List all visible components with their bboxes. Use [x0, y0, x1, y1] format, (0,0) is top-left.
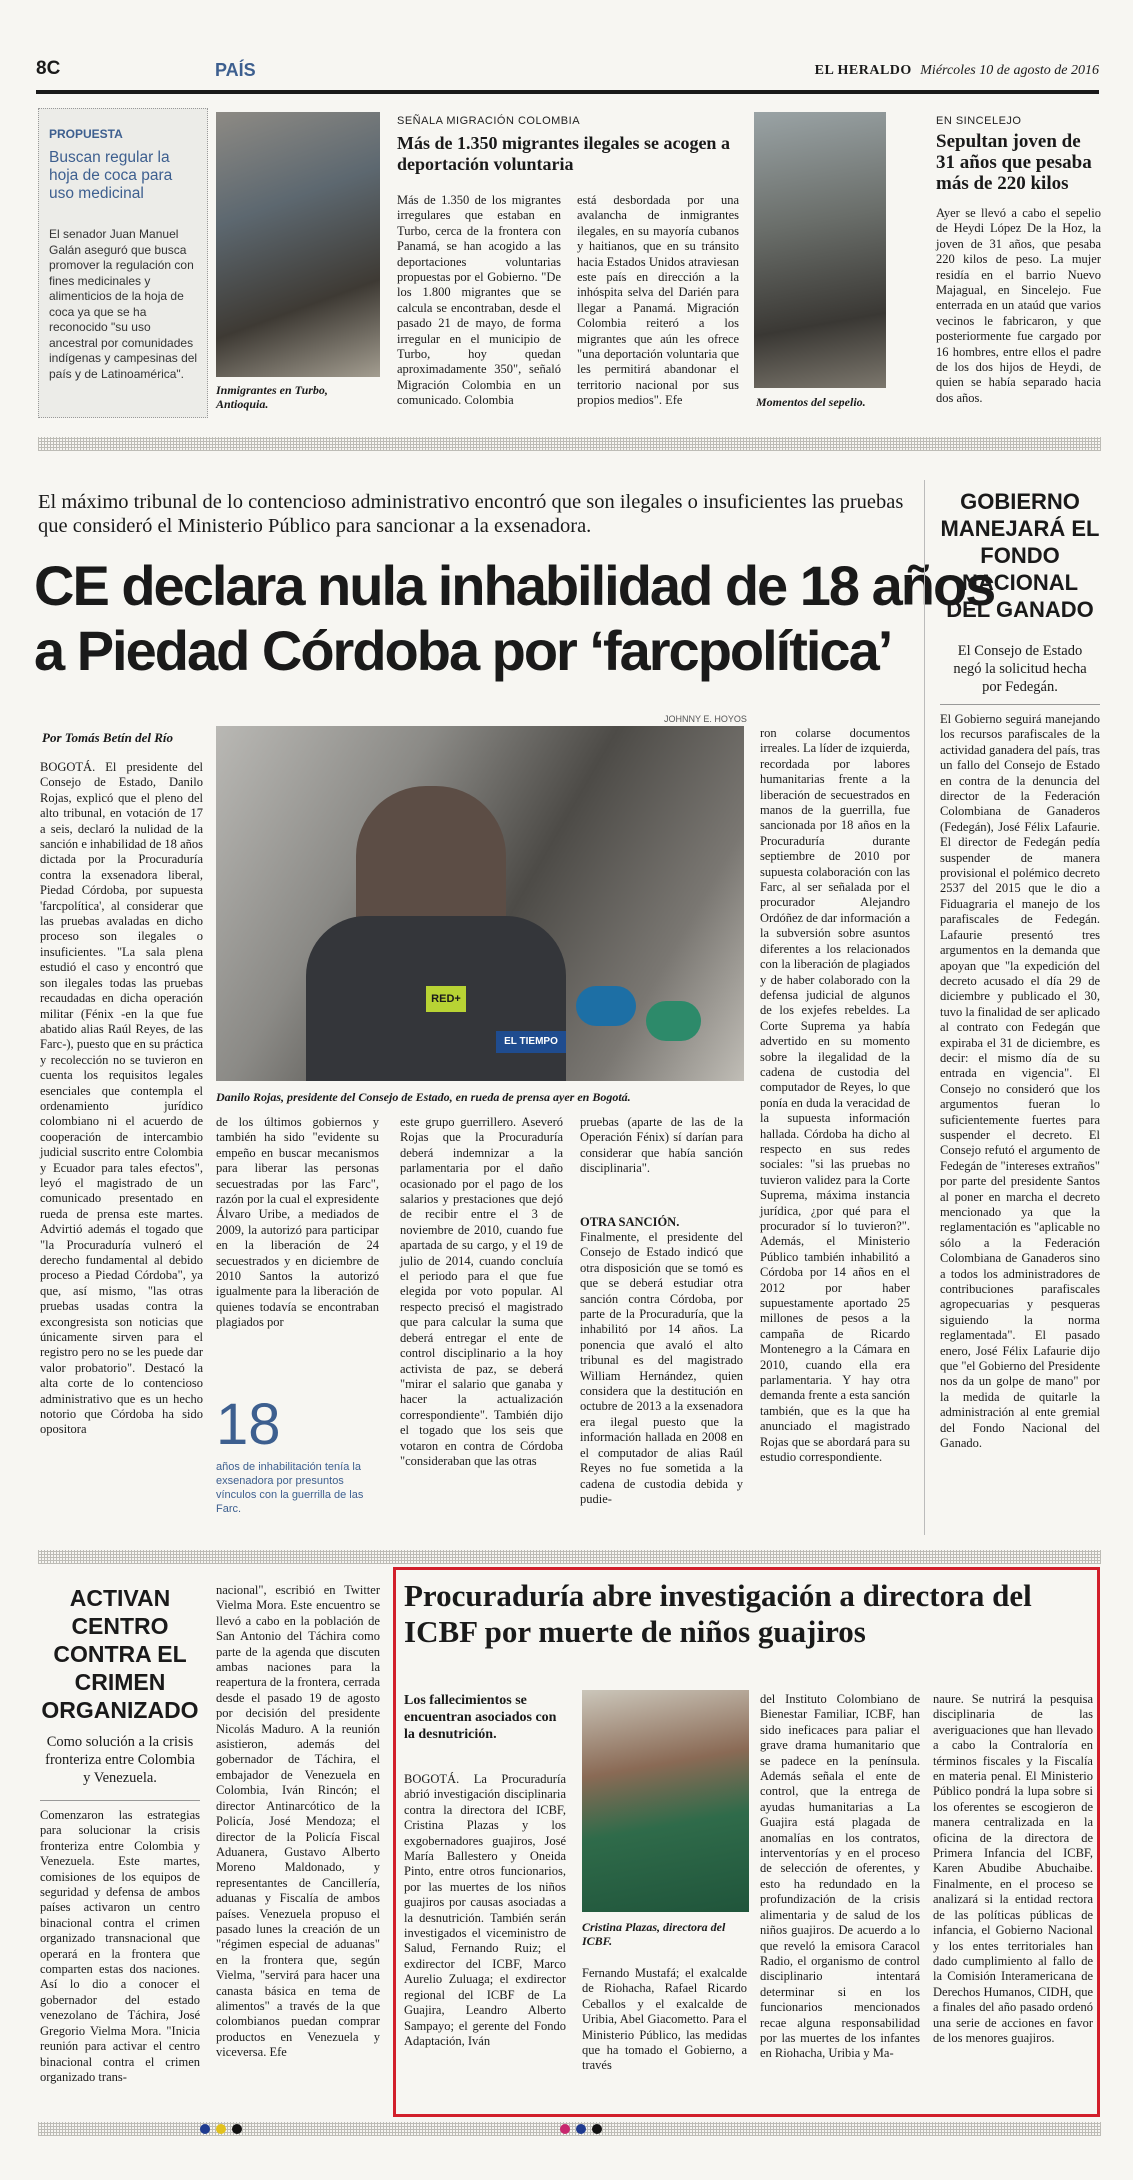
migrants-caption: Inmigrantes en Turbo, Antioquia.: [216, 383, 328, 411]
stat-number: 18: [216, 1392, 281, 1457]
stat-text: años de inhabilitación tenía la exsenadora por presuntos vínculos con la guerrilla de las Farc.: [216, 1461, 364, 1515]
crimen-col1: Comenzaron las estrategias para solucionar la crisis fronteriza entre Colombia y Venezuela. Este martes, comisiones de los equipos de seguridad y defensa de ambos países activaron un centro binacional contra el crimen organizado transnacional que operará en la frontera que comparten estas dos naciones. Así lo dio a conocer el gobernador del estado venezolano de Táchira, José Gregorio Vielma Mora. "Inicia reunión para activar el centro binacional contra el crimen organizado trans-: [40, 1808, 200, 2084]
crimen-deck-rule: [40, 1800, 200, 1801]
icbf-col2b: Fernando Mustafá; el exalcalde de Riohacha, Rafael Ricardo Ceballos y el exalcalde de Uribia, Abel Giacometto. Para el Ministerio Público, las medidas que ha tomado el Gobierno, a través: [582, 1966, 747, 2073]
mic-el-tiempo: EL TIEMPO: [496, 1031, 566, 1053]
sincelejo-title: Sepultan joven de 31 años que pesaba más de 220 kilos: [936, 131, 1092, 194]
main-col1: BOGOTÁ. El presidente del Consejo de Estado, Danilo Rojas, explicó que el pleno del alto tribunal, en votación de 17 a seis, declaró la nulidad de la sanción e inhabilidad de 18 años dictada por la Procuraduría contra la exsenadora liberal, Piedad Córdoba, por supuesta 'farcpolítica', al considerar que las pruebas avaladas en dicho proceso son ilegales o insuficientes. "La sala plena estudió el caso y encontró que son ilegales todas las pruebas recaudadas en dicha operación militar (Fénix -en la que fue abatido alias Raúl Reyes, de las Farc-), puesto que en su práctica y recolección no se tuvieron en cuenta los requisitos legales esenciales que contempla el ordenamiento jurídico colombiano ni el acuerdo de cooperación de intercambio judicial suscrito entre Colombia y Ecuador para tales efectos", leyó el magistrado de un comunicado presentado en rueda de prensa este martes. Advirtió además el togado que "la Procuraduría vulneró el derecho fundamental al debido proceso a Piedad Córdoba", ya que, así mismo, "las otras pruebas usadas contra la excongresista son noticias que únicamente sirven para el registro pero no se les puede dar valor probatorio". Destacó la alta corte de lo contencioso administrativo que es un hecho notorio que Córdoba ha sido opositora: [40, 760, 203, 1437]
issue-date: Miércoles 10 de agosto de 2016: [920, 63, 1099, 78]
ganado-body: El Gobierno seguirá manejando los recursos parafiscales de la actividad ganadera del país, tras un fallo del Consejo de Estado en contra de la denuncia del director de la Federación Colombiana de Ganaderos (Fedegán), José Félix Lafaurie. El director de Fedegán pedía suspender de manera provisional el polémico decreto 2537 del 2015 que le dio a Fiduagraria el manejo de los parafiscales de Fedegán. Lafaurie presentó tres argumentos en la demanda que apoyan que "la expedición del decreto acusado el día 29 de diciembre y publicado el 30, tuvo la finalidad de ser aplicado al contrato con Fedegán que expiraba el 31 de diciembre, es decir: el mismo día de su entrada en vigencia". El Consejo no consideró que los argumentos fueran lo suficientemente fuertes para suspender el decreto. El Consejo refutó el argumento de Fedegán de "intereses extraños" por parte del presidente Santos al poner en marcha el decreto mencionado ya que la reglamentación es "aplicable no sólo a la Federación Colombiana de Ganaderos sino a todos los administradores de contribuciones parafiscales agropecuarias y pesqueras siguiendo la norma reglamentada". El pasado enero, José Félix Lafaurie dijo que "el Gobierno del Presidente nos da un golpe de mano" por la medida de quitarle la administración al ente gremial del Fondo Nacional del Ganado.: [940, 712, 1101, 1451]
ganado-title: GOBIERNO MANEJARÁ EL FONDO NACIONAL DEL GANADO: [940, 489, 1100, 622]
ganado-deck: El Consejo de Estado negó la solicitud hecha por Fedegán.: [953, 643, 1087, 695]
sincelejo-kicker: EN SINCELEJO: [936, 115, 1022, 127]
crimen-deck: Como solución a la crisis fronteriza entre Colombia y Venezuela.: [45, 1734, 195, 1786]
registration-marks: [200, 2124, 1000, 2134]
icbf-col4: naure. Se nutrirá la pesquisa disciplinaria de las averiguaciones que han llevado a cabo la Contraloría en términos fiscales y la Fiscalía en materia penal. El Ministerio Público pondrá la lupa sobre si los oferentes se escogieron de manera centralizada en la oficina de la directora de Primera Infancia del ICBF, Karen Abudibe Abuchaibe. Finalmente, en el proceso se analizará si la entidad rectora de las políticas públicas de infancia, el Gobierno Nacional y los entes territoriales han dado cumplimiento al fallo de la Comisión Interamericana de Derechos Humanos, CIDH, que a finales del año pasado ordenó una serie de acciones en favor de los menores guajiros.: [933, 1692, 1093, 2045]
migrants-photo: [216, 112, 380, 377]
propuesta-body: El senador Juan Manuel Galán aseguró que busca promover la regulación con fines medicinales y alimenticios de la hoja de coca ya que se ha reconocido "su uso ancestral por comunidades indígenas y campesinas del país y de Latinoamérica".: [49, 227, 198, 381]
separator-band-2: [38, 1550, 1101, 1564]
migrants-title: Más de 1.350 migrantes ilegales se acogen a deportación voluntaria: [397, 133, 730, 174]
crimen-col2: nacional", escribió en Twitter Vielma Mora. Este encuentro se llevó a cabo en la población de San Antonio del Táchira como parte de la agenda que discuten ambas naciones para la reapertura de la frontera, cerrada desde el pasado 19 de agosto por decisión del presidente Nicolás Maduro. A la reunión asistieron, además del gobernador de Táchira, el embajador de Venezuela en Colombia, Iván Rincón; el director Antinarcótico de la Policía, José Mendoza; el director de la Policía Fiscal Aduanera, Gustavo Alberto Moreno Maldonado, y representantes de Cancillería, aduanas y Fiscalía de ambos países. Venezuela propuso el pasado lunes la creación de un "régimen especial de aduanas" en la frontera que, según Vielma, "servirá para hacer una canasta básica en tema de alimentos" a través de la que colombianos puedan comprar productos en Venezuela y viceversa. Efe: [216, 1583, 380, 2060]
icbf-photo: [582, 1690, 749, 1912]
main-deck: El máximo tribunal de lo contencioso administrativo encontró que son ilegales o insuficientes las pruebas que consideró el Ministerio Público para sancionar a la exsenadora.: [38, 491, 904, 537]
propuesta-kicker: PROPUESTA: [49, 127, 123, 141]
photo-credit: JOHNNY E. HOYOS: [664, 714, 747, 724]
separator-band: [38, 437, 1101, 451]
icbf-photo-caption: Cristina Plazas, directora del ICBF.: [582, 1920, 726, 1948]
main-col4b: Finalmente, el presidente del Consejo de Estado indicó que otra disposición que se tomó es que se deberá estudiar otra sanción contra Córdoba, por parte de la Procuraduría, que la inhabilitó por 14 años. La ponencia que avaló el alto tribunal es del magistrado William Hernández, quien considera que la destitución en octubre de 2013 a la exsenadora era ilegal puesto que la información hallada en 2008 en el computador de alias Raúl Reyes no fue sometida a la cadena de custodia debida y pudie-: [580, 1230, 743, 1506]
migrants-col1: Más de 1.350 de los migrantes irregulares que estaban en Turbo, cerca de la frontera con Panamá, se han acogido a las deportaciones voluntarias propuestas por el Gobierno. "De los 1.800 migrantes que se calcula se encontraban, desde el pasado 21 de mayo, de forma irregular en el municipio de Turbo, hoy quedan aproximadamente 350", señaló Migración Colombia en un comunicado. Colombia: [397, 193, 561, 408]
section-name: PAÍS: [215, 60, 256, 80]
masthead-info: [815, 62, 1099, 79]
icbf-headline: Procuraduría abre investigación a directora del ICBF por muerte de niños guajiros: [404, 1578, 1032, 1649]
byline: Por Tomás Betín del Río: [42, 730, 173, 745]
main-headline-1: CE declara nula inhabilidad de 18 años: [34, 554, 995, 617]
main-col3: este grupo guerrillero. Aseveró Rojas que la Procuraduría deberá indemnizar a la parlamentaria por el daño ocasionado por el pago de los salarios y prestaciones que dejó de recibir entre el 3 de noviembre de 2010, cuando fue apartada de su cargo, y el 19 de julio de 2014, cuando concluía el periodo para el que fue elegida por voto popular. Al respecto precisó el magistrado que para calcular la suma que deberá entregar el ente de control disciplinario a la hoy activista de paz, se deberá "mirar el salario que ganaba y hacer la actualización correspondiente". También dijo el togado que los seis que votaron en contra de Córdoba "consideraban que las otras: [400, 1115, 563, 1468]
page-number: 8C: [36, 58, 61, 79]
crimen-title: ACTIVAN CENTRO CONTRA EL CRIMEN ORGANIZADO: [41, 1585, 199, 1723]
propuesta-title: Buscan regular la hoja de coca para uso medicinal: [49, 149, 173, 202]
main-col4a: pruebas (aparte de las de la Operación Fénix) sí darían para considerar que había sanción disciplinaria".: [580, 1115, 743, 1176]
main-col5: ron colarse documentos irreales. La líder de izquierda, recordada por labores humanitarias frente a la liberación de secuestrados en manos de la guerrilla, fue sancionada por 18 años en la Procuraduría durante septiembre de 2010 por supuesta colaboración con las Farc, al ser señalada por el procurador Alejandro Ordóñez de dar información a la subversión sobre asuntos diferentes a los relacionados con la liberación de plagiados y de haber colaborado con la defensa judicial de algunos de los exjefes rebeldes. La Corte Suprema ya había advertido en su momento sobre la ilegalidad de la cadena de custodia del computador de Reyes, lo que ponía en duda la veracidad de la supuesta información hallada. Córdoba ha dicho al respecto en sus redes sociales: "si las pruebas no tuvieron validez para la Corte Suprema, máxima instancia jurídica, ¿por qué para el procurador sí lo tuvieron?". Además, el Ministerio Público también inhabilitó a Córdoba por 14 años en el 2012 por haber supuestamente aportado 25 millones de pesos a la campaña de Ricardo Montenegro a la Cámara en 2010, cuando ella era parlamentaria. Y hay otra demanda frente a esta sanción también, que es la que ha anunciado el magistrado Rojas que se abordará para su estudio correspondiente.: [760, 726, 910, 1465]
main-photo-caption: Danilo Rojas, presidente del Consejo de Estado, en rueda de prensa ayer en Bogotá.: [216, 1090, 631, 1104]
main-right-divider: [924, 480, 925, 1535]
funeral-caption: Momentos del sepelio.: [756, 395, 866, 409]
migrants-col2: está desbordada por una avalancha de inmigrantes ilegales, en su mayoría cubanos y haitianos, que en su tránsito hacia Estados Unidos atraviesan este país en dirección a la inhóspita selva del Darién para llegar a Panamá. Migración Colombia reiteró a los migrantes que aún les ofrece "una deportación voluntaria que les permitirá abandonar el territorio nacional por sus propios medios". Efe: [577, 193, 739, 408]
icbf-deck: Los fallecimientos se encuentran asociados con la desnutrición.: [404, 1693, 557, 1742]
sincelejo-body: Ayer se llevó a cabo el sepelio de Heydi López De la Hoz, la joven de 31 años, que pesaba 220 kilos de peso. La mujer residía en el barrio Nuevo Majagual, en Sincelejo. Fue enterrada en un ataúd que varios vecinos le fabricaron, y que posteriormente fue cargado por 16 hombres, entre ellos el padre de los dos hijos de Heydi, de quien se había separado hacia dos años.: [936, 206, 1101, 405]
funeral-photo: [754, 112, 886, 388]
propuesta-box: [38, 108, 208, 418]
icbf-col1: BOGOTÁ. La Procuraduría abrió investigación disciplinaria contra la directora del ICBF, Cristina Plazas y los exgobernadores guajiros, José María Ballestero y Oneida Pinto, entre otros funcionarios, por las muertes de los niños guajiros por causas asociadas a la desnutrición. También serán investigados el viceministro de Salud, Fernando Ruiz; el exdirector del ICBF, Marco Aurelio Zuluaga; el exdirector regional del ICBF de La Guajira, Leandro Alberto Sampayo; el gerente del Fondo Adaptación, Iván: [404, 1772, 566, 2048]
icbf-col3: del Instituto Colombiano de Bienestar Familiar, ICBF, han sido ineficaces para paliar el grave drama humanitario que se padece en la península. Además señala el ente de control, que la entrega de ayudas humanitarias a La Guajira está plagada de anomalías en los contratos, interventorías y en el proceso de selección de oferentes, y esto ha redundado en la profundización de la crisis alimentaria y de salud de los niños guajiros. De acuerdo a lo que reveló la emisora Caracol Radio, el organismo de control disciplinario intentará determinar si en los funcionarios mencionados recae alguna responsabilidad por las muertes de los infantes en Riohacha, Uribia y Ma-: [760, 1692, 920, 2061]
ganado-deck-rule: [940, 704, 1100, 705]
migrants-kicker: SEÑALA MIGRACIÓN COLOMBIA: [397, 115, 581, 127]
mic-red: RED+: [426, 986, 466, 1012]
main-headline-2: a Piedad Córdoba por ‘farcpolítica’: [34, 619, 892, 682]
paper-name: EL HERALDO: [814, 63, 912, 78]
header-rule: [36, 90, 1099, 94]
main-col2: de los últimos gobiernos y también ha sido "evidente su empeño en buscar mecanismos para liberar las personas secuestradas por las Farc", razón por la cual el expresidente Álvaro Uribe, a mediados de 2009, la autorizó para participar en la liberación de 24 secuestrados y en diciembre de 2010 Santos la autorizó igualmente para la liberación de quienes todavía se encontraban plagiados por: [216, 1115, 379, 1330]
main-col4-subhead: OTRA SANCIÓN.: [580, 1215, 680, 1229]
main-photo: [216, 726, 744, 1081]
